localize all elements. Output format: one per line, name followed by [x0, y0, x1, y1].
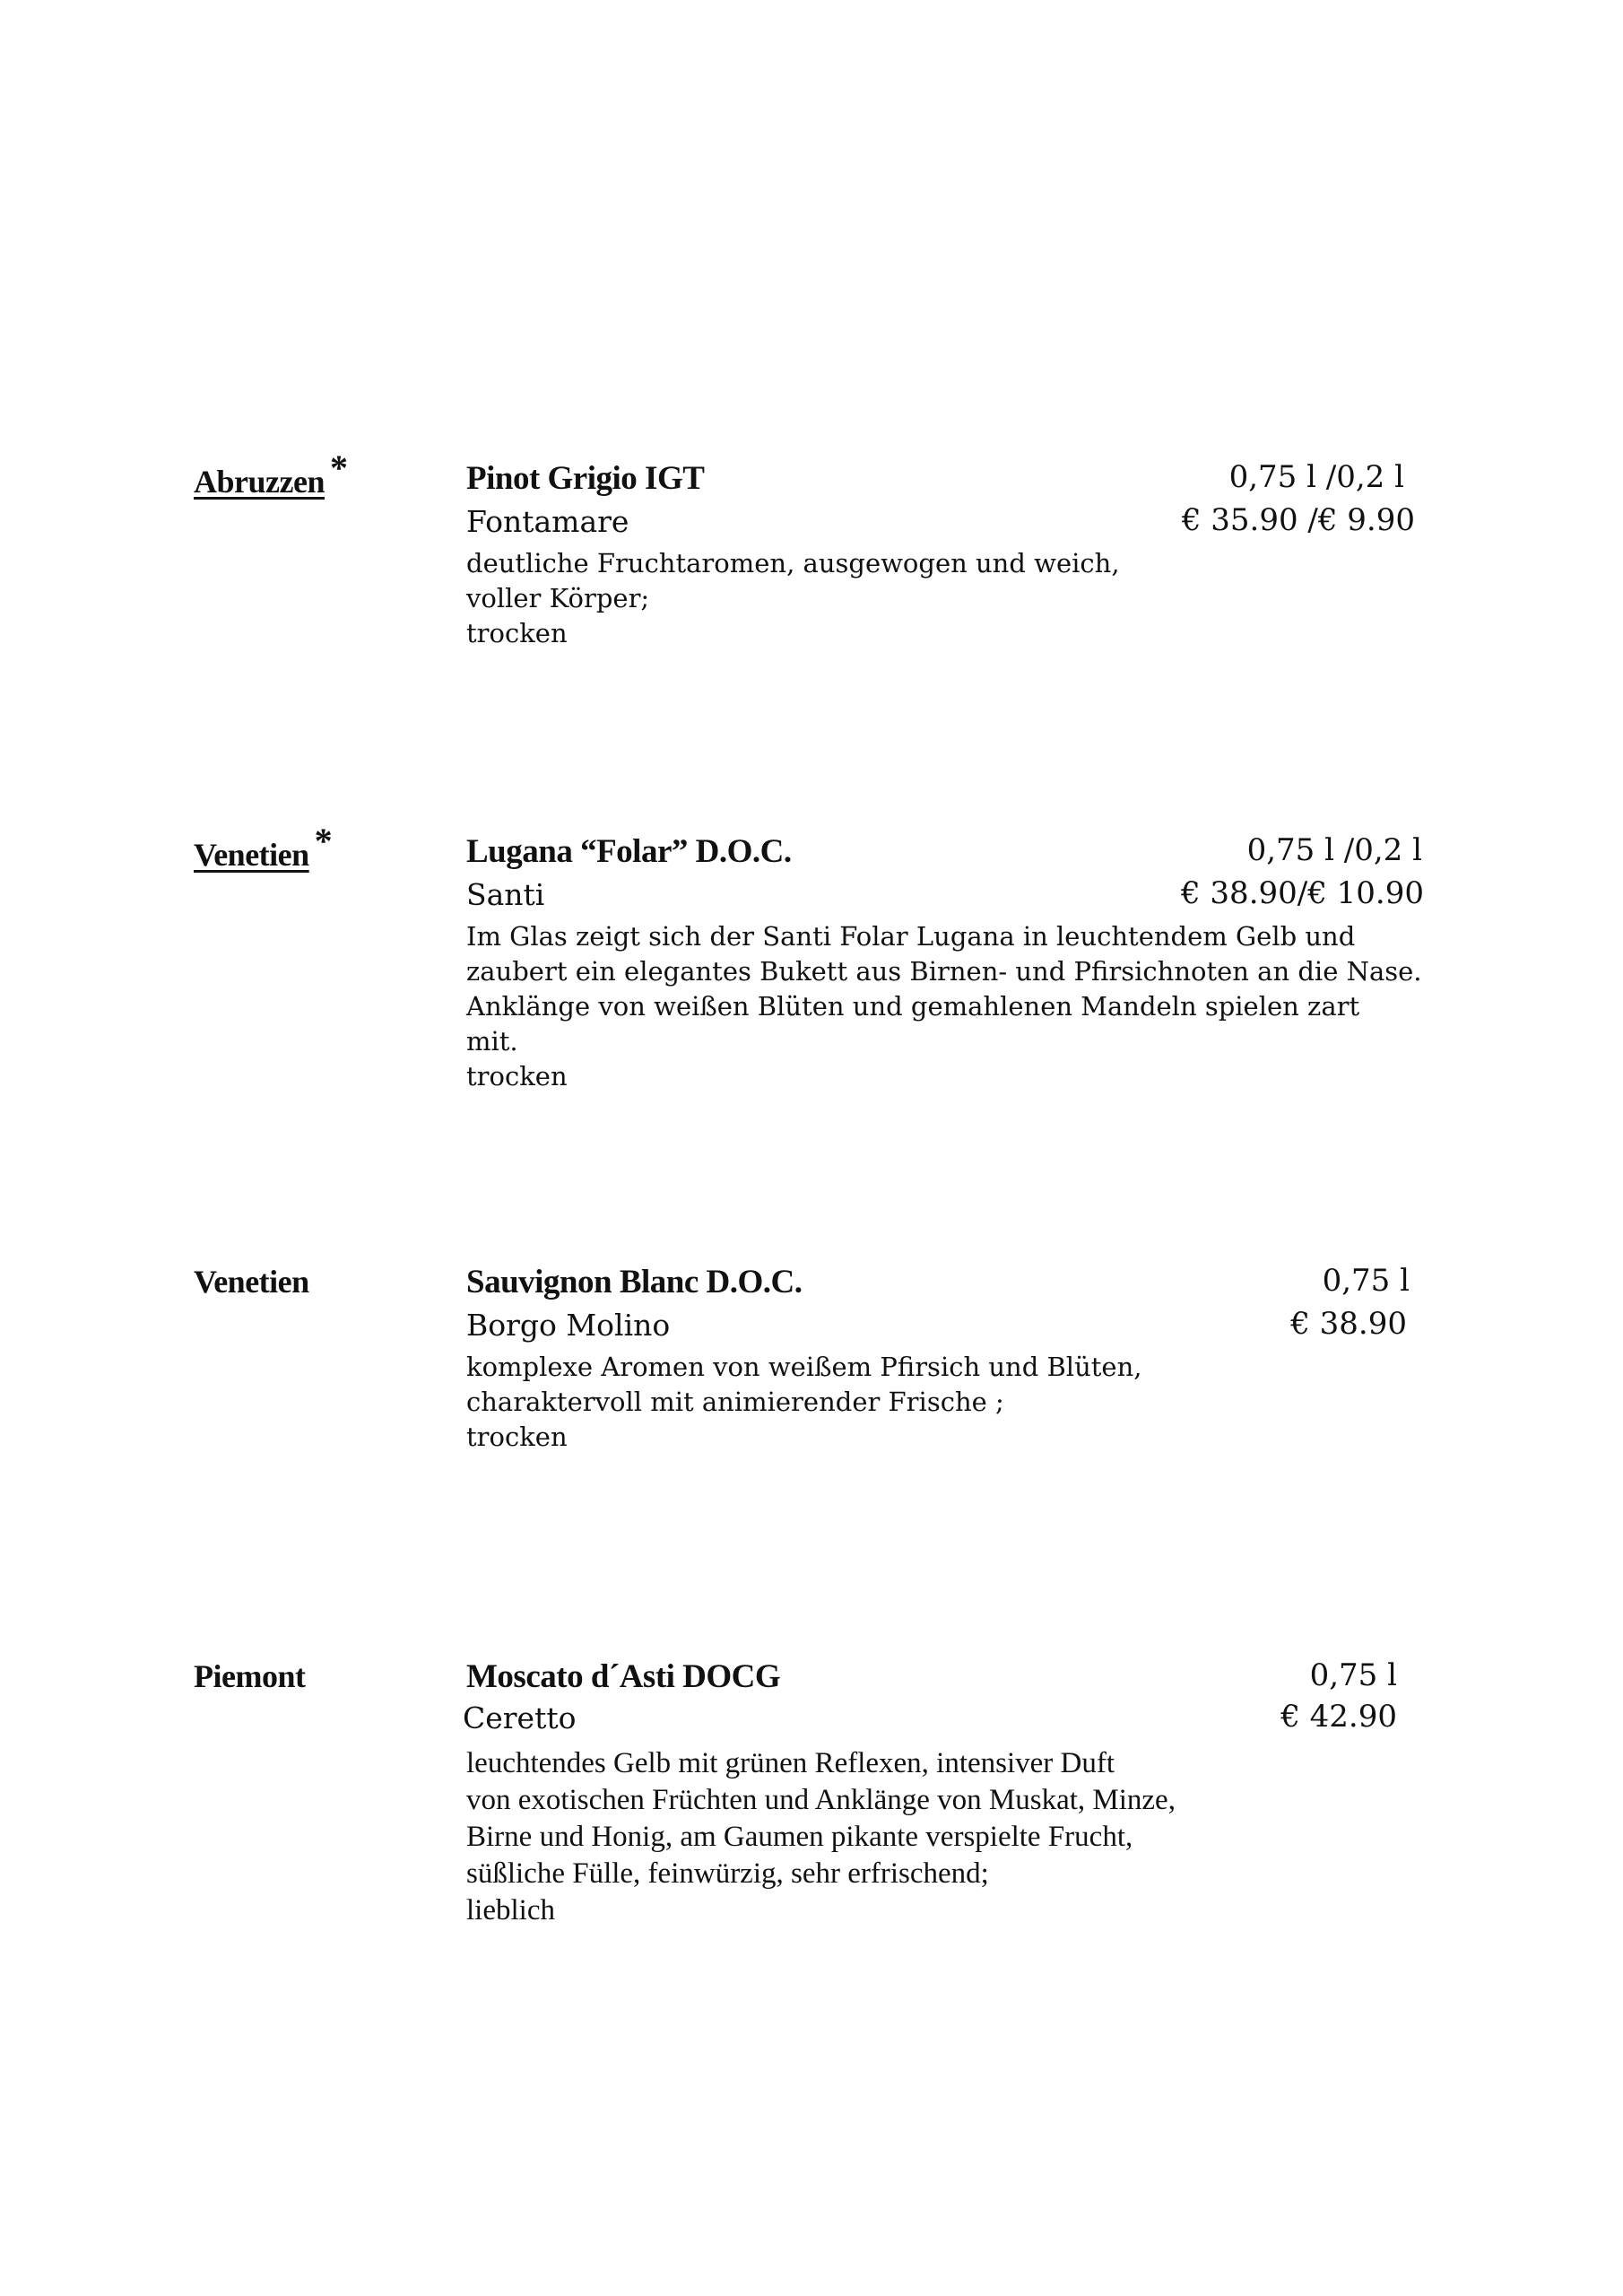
description-line: Birne und Honig, am Gaumen pikante verspielte Frucht,: [466, 1821, 1133, 1853]
description-line: von exotischen Früchten und Anklänge von Muskat, Minze,: [466, 1784, 1176, 1816]
description-line: Anklänge von weißen Blüten und gemahlenen Mandeln spielen zart: [466, 991, 1360, 1022]
description-line: Im Glas zeigt sich der Santi Folar Lugana in leuchtendem Gelb und: [466, 921, 1356, 952]
wine-region: [194, 821, 333, 874]
description-line: charaktervoll mit animierender Frische ;: [466, 1387, 1004, 1417]
description-line: lieblich: [466, 1894, 555, 1926]
wine-producer: Borgo Molino: [466, 1308, 671, 1343]
description-line: leuchtendes Gelb mit grünen Reflexen, intensiver Duft: [466, 1747, 1115, 1779]
wine-volume: 0,75 l: [1309, 1657, 1397, 1693]
wine-price: € 42.90: [1280, 1699, 1397, 1735]
wine-producer: Ceretto: [463, 1700, 577, 1735]
description-line: trocken: [466, 618, 568, 648]
wine-description: [466, 546, 1120, 651]
description-line: zaubert ein elegantes Bukett aus Birnen- und Pfirsichnoten an die Nase.: [466, 956, 1422, 987]
region-marker: *: [314, 821, 333, 861]
description-line: voller Körper;: [466, 583, 650, 613]
wine-name: Moscato d´Asti DOCG: [466, 1658, 781, 1695]
wine-volume: 0,75 l /0,2 l: [1228, 459, 1404, 495]
wine-region: [194, 1263, 309, 1300]
description-line: komplexe Aromen von weißem Pfirsich und Blüten,: [466, 1352, 1142, 1382]
wine-region: [194, 448, 348, 501]
wine-description: [466, 1350, 1141, 1455]
description-line: trocken: [466, 1061, 568, 1091]
wine-name: Pinot Grigio IGT: [466, 460, 705, 497]
region-name: Venetien: [194, 837, 309, 873]
region-name: Piemont: [194, 1658, 306, 1694]
description-line: süßliche Fülle, feinwürzig, sehr erfrischend;: [466, 1857, 989, 1890]
wine-volume: 0,75 l /0,2 l: [1246, 832, 1422, 868]
wine-producer: Santi: [466, 877, 545, 912]
wine-name: Sauvignon Blanc D.O.C.: [466, 1264, 803, 1300]
wine-price: € 38.90/€ 10.90: [1180, 875, 1424, 911]
wine-description: [466, 1745, 1176, 1929]
description-line: deutliche Fruchtaromen, ausgewogen und weich,: [466, 548, 1120, 578]
wine-region: [194, 1657, 305, 1695]
wine-name: Lugana “Folar” D.O.C.: [466, 833, 792, 870]
region-name: Venetien: [194, 1264, 309, 1300]
wine-producer: Fontamare: [466, 504, 629, 539]
region-marker: *: [329, 448, 348, 488]
region-name: Abruzzen: [194, 464, 325, 500]
wine-volume: 0,75 l: [1322, 1263, 1410, 1299]
description-line: mit.: [466, 1026, 518, 1057]
description-line: trocken: [466, 1422, 568, 1452]
wine-price: € 38.90: [1290, 1306, 1407, 1342]
wine-description: [466, 919, 1422, 1094]
wine-price: € 35.90 /€ 9.90: [1181, 502, 1415, 538]
